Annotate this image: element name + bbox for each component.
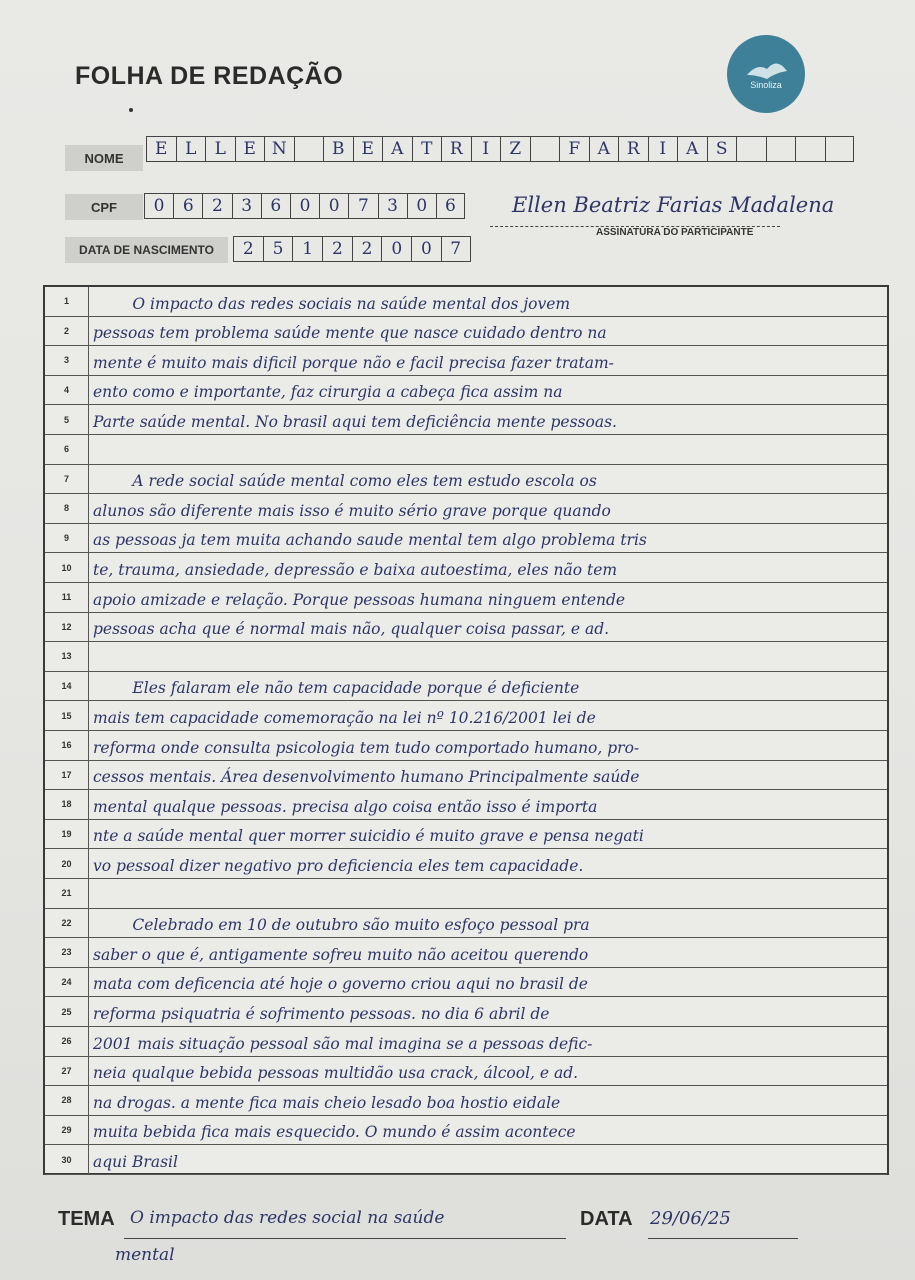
line-number: 13 (45, 642, 89, 671)
line-number: 9 (45, 524, 89, 553)
char-cell: R (441, 136, 471, 162)
char-cell: Z (500, 136, 530, 162)
line-number: 30 (45, 1145, 89, 1174)
line-number: 14 (45, 672, 89, 701)
line-text[interactable]: nte a saúde mental quer morrer suicidio é muito grave e pensa negati (93, 827, 644, 846)
line-text[interactable]: as pessoas ja tem muita achando saude mental tem algo problema tris (93, 531, 647, 550)
line-text[interactable]: Eles falaram ele não tem capacidade porque é deficiente (93, 679, 580, 698)
line-text[interactable]: mais tem capacidade comemoração na lei nº 10.216/2001 lei de (93, 708, 596, 727)
char-cell: N (264, 136, 294, 162)
logo-text: Sinoliza (750, 80, 782, 90)
essay-line (45, 1116, 887, 1146)
line-text[interactable] (89, 435, 887, 464)
line-text[interactable]: pessoas tem problema saúde mente que nasce cuidado dentro na (93, 324, 607, 343)
char-cell: 2 (352, 236, 382, 262)
line-number: 16 (45, 731, 89, 760)
brand-logo (727, 35, 805, 113)
essay-line (45, 849, 887, 879)
char-cell: E (146, 136, 176, 162)
char-cell: 7 (441, 236, 471, 262)
line-text[interactable]: pessoas acha que é normal mais não, qualquer coisa passar, e ad. (93, 620, 610, 639)
char-cell: 7 (348, 193, 377, 219)
logo-icon (727, 35, 805, 113)
line-number: 18 (45, 790, 89, 819)
essay-line (45, 909, 887, 939)
line-text[interactable]: 2001 mais situação pessoal são mal imagina se a pessoas defic- (93, 1034, 593, 1053)
line-number: 27 (45, 1057, 89, 1086)
tema-label: TEMA (58, 1208, 115, 1230)
char-cell: 6 (436, 193, 465, 219)
char-cell: A (589, 136, 619, 162)
line-number: 1 (45, 287, 89, 316)
char-cell: F (559, 136, 589, 162)
line-number: 23 (45, 938, 89, 967)
essay-line (45, 1145, 887, 1175)
nascimento-field[interactable] (233, 236, 471, 262)
line-text[interactable]: O impacto das redes sociais na saúde mental dos jovem (93, 294, 571, 313)
essay-line (45, 642, 887, 672)
line-number: 5 (45, 405, 89, 434)
line-number: 3 (45, 346, 89, 375)
line-text[interactable]: cessos mentais. Área desenvolvimento humano Principalmente saúde (93, 768, 640, 787)
char-cell: 6 (261, 193, 290, 219)
line-number: 12 (45, 613, 89, 642)
char-cell: 0 (407, 193, 436, 219)
line-number: 8 (45, 494, 89, 523)
nascimento-label: DATA DE NASCIMENTO (65, 237, 228, 263)
char-cell: 0 (381, 236, 411, 262)
essay-line (45, 701, 887, 731)
essay-line (45, 613, 887, 643)
char-cell: 0 (290, 193, 319, 219)
line-number: 21 (45, 879, 89, 908)
signature-label: ASSINATURA DO PARTICIPANTE (596, 227, 754, 238)
line-text[interactable]: mente é muito mais dificil porque não e facil precisa fazer tratam- (93, 353, 614, 372)
essay-line (45, 790, 887, 820)
tema-underline (124, 1238, 566, 1239)
char-cell: A (677, 136, 707, 162)
line-text[interactable]: ento como e importante, faz cirurgia a cabeça fica assim na (93, 383, 563, 402)
char-cell: 6 (173, 193, 202, 219)
line-number: 25 (45, 997, 89, 1026)
page-title: FOLHA DE REDAÇÃO (75, 62, 344, 90)
essay-lines (43, 285, 889, 1175)
char-cell (736, 136, 766, 162)
char-cell: 0 (411, 236, 441, 262)
tema-value-continued: mental (115, 1245, 175, 1265)
essay-line (45, 761, 887, 791)
essay-line (45, 553, 887, 583)
data-label: DATA (580, 1208, 633, 1230)
line-number: 15 (45, 701, 89, 730)
essay-line (45, 376, 887, 406)
char-cell: R (618, 136, 648, 162)
line-text[interactable]: neia qualque bebida pessoas multidão usa crack, álcool, e ad. (93, 1064, 579, 1083)
participant-signature: Ellen Beatriz Farias Madalena (512, 193, 835, 217)
essay-line (45, 317, 887, 347)
char-cell: 0 (319, 193, 348, 219)
line-text[interactable]: mental qualque pessoas. precisa algo coisa então isso é importa (93, 797, 598, 816)
essay-line (45, 1057, 887, 1087)
char-cell: I (471, 136, 501, 162)
char-cell: 0 (144, 193, 173, 219)
line-text[interactable]: apoio amizade e relação. Porque pessoas humana ninguem entende (93, 590, 626, 609)
line-number: 29 (45, 1116, 89, 1145)
char-cell: E (235, 136, 265, 162)
line-number: 20 (45, 849, 89, 878)
line-text[interactable]: vo pessoal dizer negativo pro deficiencia eles tem capacidade. (93, 856, 584, 875)
line-text[interactable]: alunos são diferente mais isso é muito sério grave porque quando (93, 501, 611, 520)
line-text[interactable]: Parte saúde mental. No brasil aqui tem deficiência mente pessoas. (93, 412, 617, 431)
line-number: 24 (45, 968, 89, 997)
line-text[interactable]: aqui Brasil (93, 1152, 178, 1171)
essay-line (45, 968, 887, 998)
line-number: 19 (45, 820, 89, 849)
essay-line (45, 346, 887, 376)
line-number: 10 (45, 553, 89, 582)
char-cell: S (707, 136, 737, 162)
essay-line (45, 287, 887, 317)
line-number: 2 (45, 317, 89, 346)
char-cell (530, 136, 560, 162)
line-number: 6 (45, 435, 89, 464)
essay-line (45, 405, 887, 435)
ink-dot (129, 108, 133, 112)
line-number: 22 (45, 909, 89, 938)
line-number: 17 (45, 761, 89, 790)
tema-value[interactable]: O impacto das redes social na saúde (130, 1208, 445, 1228)
char-cell: L (176, 136, 206, 162)
essay-line (45, 1027, 887, 1057)
char-cell (795, 136, 825, 162)
line-text[interactable]: reforma onde consulta psicologia tem tudo comportado humano, pro- (93, 738, 640, 757)
line-number: 11 (45, 583, 89, 612)
line-text[interactable]: te, trauma, ansiedade, depressão e baixa autoestima, eles não tem (93, 560, 618, 579)
essay-line (45, 879, 887, 909)
char-cell: 1 (292, 236, 322, 262)
essay-line (45, 1086, 887, 1116)
char-cell: 2 (233, 236, 263, 262)
nome-label: NOME (65, 145, 143, 171)
line-text[interactable]: muita bebida fica mais esquecido. O mundo é assim acontece (93, 1123, 576, 1142)
essay-line (45, 938, 887, 968)
nome-field[interactable] (146, 136, 854, 162)
line-text[interactable]: A rede social saúde mental como eles tem estudo escola os (93, 472, 597, 491)
char-cell: I (648, 136, 678, 162)
char-cell (825, 136, 855, 162)
line-number: 26 (45, 1027, 89, 1056)
char-cell: 2 (322, 236, 352, 262)
line-number: 28 (45, 1086, 89, 1115)
data-underline (648, 1238, 798, 1239)
char-cell: B (323, 136, 353, 162)
line-text[interactable]: reforma psiquatria é sofrimento pessoas. no dia 6 abril de (93, 1004, 550, 1023)
essay-line (45, 524, 887, 554)
cpf-label: CPF (65, 194, 143, 220)
essay-line (45, 435, 887, 465)
line-text[interactable]: saber o que é, antigamente sofreu muito não aceitou querendo (93, 945, 589, 964)
essay-line (45, 997, 887, 1027)
essay-line (45, 820, 887, 850)
line-number: 4 (45, 376, 89, 405)
char-cell (294, 136, 324, 162)
char-cell: T (412, 136, 442, 162)
line-text[interactable] (89, 642, 887, 671)
essay-line (45, 731, 887, 761)
char-cell (766, 136, 796, 162)
char-cell: 2 (202, 193, 231, 219)
line-text[interactable]: mata com deficencia até hoje o governo criou aqui no brasil de (93, 975, 588, 994)
line-text[interactable]: na drogas. a mente fica mais cheio lesado boa hostio eidale (93, 1093, 561, 1112)
essay-line (45, 672, 887, 702)
essay-line (45, 465, 887, 495)
char-cell: L (205, 136, 235, 162)
line-text[interactable]: Celebrado em 10 de outubro são muito esfoço pessoal pra (93, 916, 590, 935)
char-cell: 3 (378, 193, 407, 219)
char-cell: 3 (232, 193, 261, 219)
line-text[interactable] (89, 879, 887, 908)
cpf-field[interactable] (144, 193, 465, 219)
char-cell: 5 (263, 236, 293, 262)
data-value[interactable]: 29/06/25 (650, 1208, 731, 1229)
essay-line (45, 583, 887, 613)
char-cell: E (353, 136, 383, 162)
essay-line (45, 494, 887, 524)
line-number: 7 (45, 465, 89, 494)
char-cell: A (382, 136, 412, 162)
